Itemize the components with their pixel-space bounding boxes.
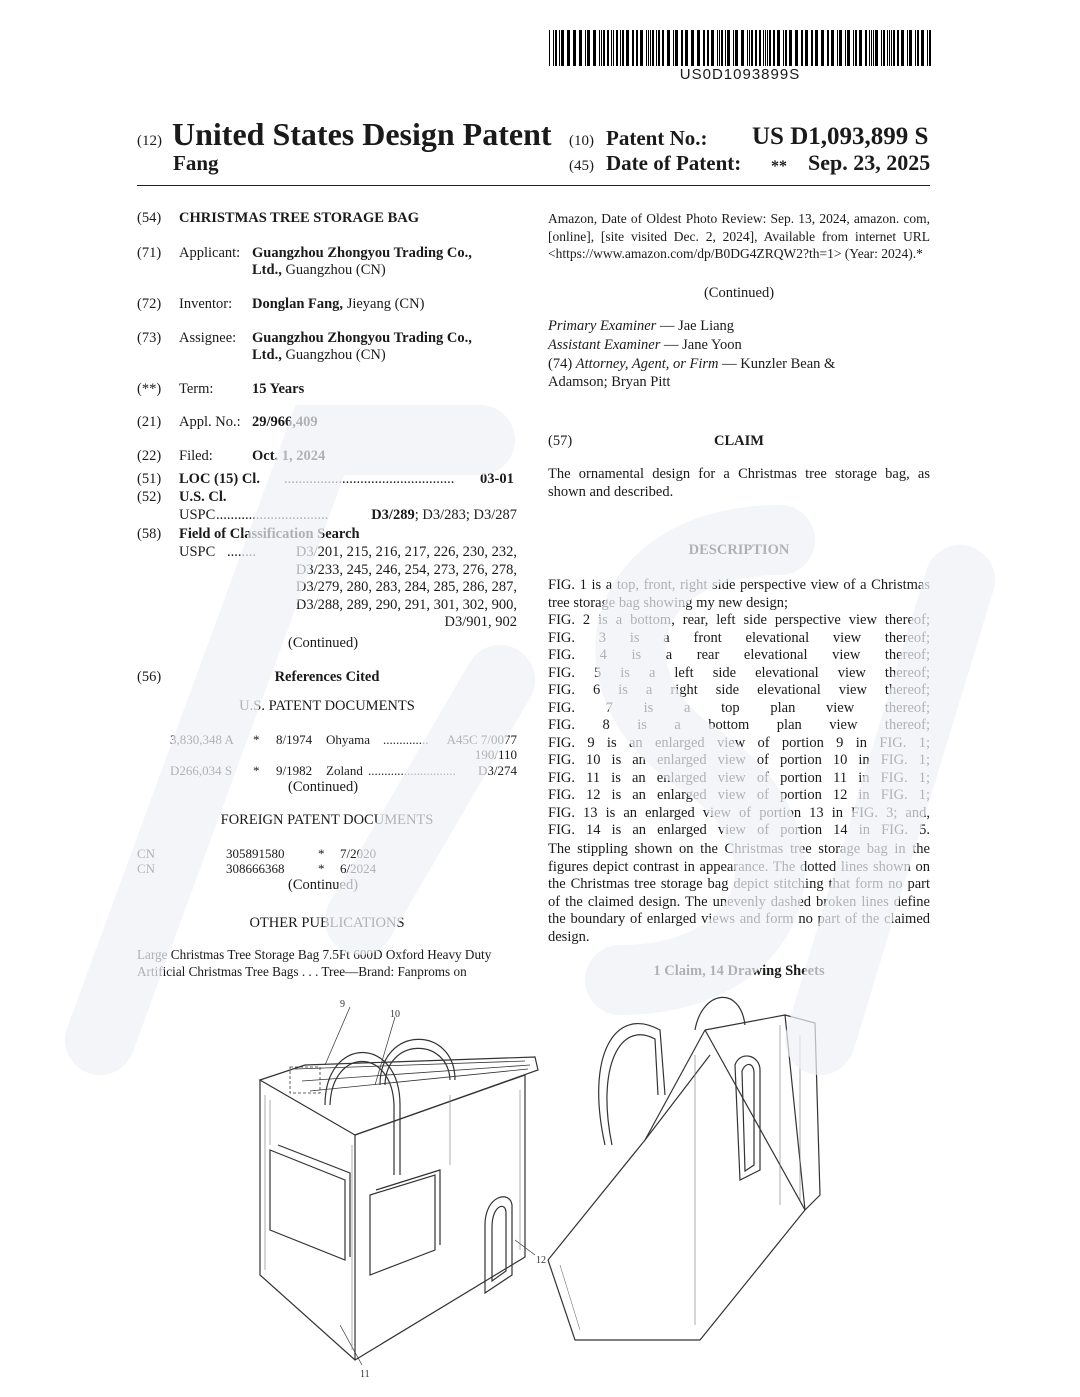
loc-code: (51) xyxy=(137,471,162,487)
barcode-bar xyxy=(636,30,638,66)
date-code: (45) xyxy=(569,158,594,174)
us-doc-number: D266,034 S xyxy=(170,763,233,778)
barcode-bar xyxy=(603,30,605,66)
us-patent-docs-heading: U.S. PATENT DOCUMENTS xyxy=(239,698,415,714)
field-uspc-dots: ........ xyxy=(227,544,256,560)
barcode-bar xyxy=(667,30,670,66)
appl-label: Appl. No.: xyxy=(179,414,241,430)
barcode-bar xyxy=(891,30,892,66)
us-docs-continued: (Continued) xyxy=(288,779,359,795)
patent-no-label: Patent No.: xyxy=(606,126,708,150)
barcode-bar xyxy=(626,30,629,66)
foreign-doc-star: * xyxy=(318,846,325,861)
date-of-patent: Sep. 23, 2025 xyxy=(808,150,931,175)
barcode-bar xyxy=(662,30,664,66)
appl-number: 29/966,409 xyxy=(252,414,318,430)
barcode-bar xyxy=(681,30,683,66)
figure-list xyxy=(548,577,930,840)
references-code: (56) xyxy=(137,669,162,685)
field-class-line: D3/201, 215, 216, 217, 226, 230, 232, xyxy=(295,544,517,560)
barcode-bar xyxy=(697,30,700,66)
assistant-examiner: Assistant Examiner — Jane Yoon xyxy=(548,337,742,353)
figure-description: FIG. 11 is an enlarged view of portion 11 in FIG. 1; xyxy=(548,769,930,786)
barcode-bar xyxy=(719,30,720,66)
barcode-bar xyxy=(613,30,614,66)
barcode-bar xyxy=(721,30,723,66)
field-label: Field of Classification Search xyxy=(179,526,360,542)
barcode-bar xyxy=(711,30,714,66)
doc-type-title: United States Design Patent xyxy=(172,116,552,152)
barcode-number: US0D1093899S xyxy=(679,66,801,83)
barcode-bar xyxy=(673,30,674,66)
field-class-line: D3/901, 902 xyxy=(444,614,517,630)
us-doc-date: 8/1974 xyxy=(276,732,313,747)
patent-no-code: (10) xyxy=(569,133,594,149)
barcode-bar xyxy=(658,30,660,66)
barcode-bar xyxy=(763,30,764,66)
other-publication-continued: Amazon, Date of Oldest Photo Review: Sep. 13, 2024, amazon. com, [online], [site visited Dec. 2, 2024], Available from internet URL <https://www.amazon.com/dp/B0DG4ZRQW2?th=1> (Year: 2024).* xyxy=(548,211,930,261)
barcode-bar xyxy=(675,30,678,66)
us-doc-name: Zoland xyxy=(326,763,363,778)
claim-code: (57) xyxy=(548,433,573,449)
barcode-bar xyxy=(789,30,792,66)
patent-drawing xyxy=(240,995,920,1385)
attorney-line2: Adamson; Bryan Pitt xyxy=(548,374,671,390)
barcode-bar xyxy=(611,30,612,66)
figure-description: FIG. 2 is a bottom, rear, left side perspective view thereof; xyxy=(548,612,930,628)
references-heading: References Cited xyxy=(274,669,380,685)
barcode-bar xyxy=(929,30,931,66)
us-doc-star: * xyxy=(253,763,260,778)
claim-heading: CLAIM xyxy=(714,433,764,449)
barcode-bar xyxy=(847,30,850,66)
barcode-bar xyxy=(616,30,618,66)
barcode-bar xyxy=(599,30,600,66)
barcode-bar xyxy=(632,30,634,66)
field-continued: (Continued) xyxy=(288,635,359,651)
uscl-label: U.S. Cl. xyxy=(179,489,227,505)
barcode-bar xyxy=(747,30,748,66)
barcode-bar xyxy=(765,30,766,66)
inventor-surname: Fang xyxy=(173,151,219,175)
callout-10: 10 xyxy=(390,1009,400,1020)
callout-9: 9 xyxy=(340,999,345,1010)
doc-kind-code: (12) xyxy=(137,133,162,149)
foreign-doc-date: 6/2024 xyxy=(340,861,377,876)
applicant-code: (71) xyxy=(137,245,162,261)
inventor-label: Inventor: xyxy=(179,296,233,312)
barcode-bar xyxy=(815,30,818,66)
barcode-bar xyxy=(837,30,838,66)
date-label: Date of Patent: xyxy=(606,151,742,175)
foreign-doc-star: * xyxy=(318,861,325,876)
barcode-bar xyxy=(741,30,744,66)
barcode-bar xyxy=(735,30,738,66)
barcode-bar xyxy=(839,30,842,66)
assignee-name-line2: Ltd., Guangzhou (CN) xyxy=(252,347,386,363)
barcode-bar xyxy=(915,30,916,66)
figure-description: FIG. 6 is a right side elevational view thereof; xyxy=(548,682,930,698)
barcode-bar xyxy=(607,30,609,66)
barcode-bar xyxy=(725,30,726,66)
barcode-bar xyxy=(805,30,808,66)
barcode-bar xyxy=(587,30,590,66)
us-doc-class: A45C 7/0077 xyxy=(446,732,517,747)
barcode-bar xyxy=(755,30,757,66)
barcode-bar xyxy=(579,30,582,66)
barcode-bar xyxy=(921,30,924,66)
assignee-name: Guangzhou Zhongyou Trading Co., xyxy=(252,330,472,346)
barcode xyxy=(549,30,931,66)
us-doc-name: Ohyama xyxy=(326,732,371,747)
barcode-bar xyxy=(648,30,649,66)
barcode-bar xyxy=(622,30,624,66)
applicant-name-line2: Ltd., Guangzhou (CN) xyxy=(252,262,386,278)
uscl-code: (52) xyxy=(137,489,162,505)
foreign-doc-country: CN xyxy=(137,861,156,876)
title-code: (54) xyxy=(137,210,162,226)
us-doc-class: D3/274 xyxy=(478,763,517,778)
inventor-name: Donglan Fang, Jieyang (CN) xyxy=(252,296,425,312)
barcode-bar xyxy=(893,30,895,66)
foreign-docs-heading: FOREIGN PATENT DOCUMENTS xyxy=(220,812,434,828)
uspc-label: USPC xyxy=(179,507,216,523)
header-rule xyxy=(137,185,930,186)
term-label: Term: xyxy=(179,381,214,397)
barcode-bar xyxy=(871,30,872,66)
primary-examiner: Primary Examiner — Jae Liang xyxy=(548,318,735,334)
figure-description: FIG. 5 is a left side elevational view thereof; xyxy=(548,664,930,681)
assignee-code: (73) xyxy=(137,330,162,346)
us-doc-dots: ........................... xyxy=(368,763,456,778)
term-value: 15 Years xyxy=(252,381,305,397)
barcode-bar xyxy=(553,30,554,66)
term-code: (**) xyxy=(137,381,162,397)
barcode-bar xyxy=(751,30,753,66)
right-continued: (Continued) xyxy=(703,285,775,301)
other-publication-line: Artificial Christmas Tree Bags . . . Tree—Brand: Fanproms on xyxy=(137,964,467,979)
field-classes xyxy=(260,544,517,632)
barcode-bar xyxy=(831,30,834,66)
figure-description: FIG. 10 is an enlarged view of portion 10 in FIG. 1; xyxy=(548,752,930,768)
barcode-bar xyxy=(901,30,904,66)
foreign-doc-number: 308666368 xyxy=(226,861,285,876)
loc-value: 03-01 xyxy=(480,471,514,487)
barcode-bar xyxy=(601,30,602,66)
foreign-docs-continued: (Continued) xyxy=(288,877,359,893)
description-heading: DESCRIPTION xyxy=(688,542,790,558)
fig1-bag xyxy=(260,1007,538,1365)
barcode-bar xyxy=(873,30,874,66)
loc-dots: ............................................... xyxy=(284,471,455,487)
barcode-bar xyxy=(620,30,621,66)
barcode-bar xyxy=(927,30,928,66)
other-publication-line: Large Christmas Tree Storage Bag 7.5Ft 600D Oxford Heavy Duty xyxy=(137,947,492,962)
us-doc-star: * xyxy=(253,732,260,747)
field-code: (58) xyxy=(137,526,162,542)
applicant-label: Applicant: xyxy=(179,245,241,261)
barcode-bar xyxy=(567,30,570,66)
us-doc-date: 9/1982 xyxy=(276,763,313,778)
callout-12: 12 xyxy=(536,1255,546,1266)
barcode-bar xyxy=(573,30,576,66)
foreign-doc-number: 305891580 xyxy=(226,846,285,861)
barcode-bar xyxy=(853,30,854,66)
barcode-bar xyxy=(845,30,846,66)
figure-description: FIG. 9 is an enlarged view of portion 9 in FIG. 1; xyxy=(548,734,930,751)
invention-title: CHRISTMAS TREE STORAGE BAG xyxy=(179,210,419,226)
filed-label: Filed: xyxy=(179,448,213,464)
barcode-bar xyxy=(685,30,688,66)
figure-description: FIG. 14 is an enlarged view of portion 14 in FIG. 5. xyxy=(548,822,930,838)
barcode-bar xyxy=(559,30,560,66)
us-doc-dots: .............. xyxy=(383,732,429,747)
loc-label: LOC (15) Cl. xyxy=(179,471,260,487)
barcode-bar xyxy=(887,30,888,66)
barcode-bar xyxy=(801,30,803,66)
barcode-bar xyxy=(859,30,862,66)
barcode-bar xyxy=(640,30,643,66)
field-class-line: D3/279, 280, 283, 284, 285, 286, 287, xyxy=(295,579,517,595)
barcode-bar xyxy=(646,30,647,66)
callout-11: 11 xyxy=(360,1369,370,1380)
claim-text: The ornamental design for a Christmas tree storage bag, as shown and described. xyxy=(548,466,930,500)
barcode-bar xyxy=(821,30,824,66)
barcode-bar xyxy=(865,30,867,66)
barcode-bar xyxy=(917,30,919,66)
field-class-line: D3/233, 245, 246, 254, 273, 276, 278, xyxy=(295,561,517,578)
other-publications-heading: OTHER PUBLICATIONS xyxy=(249,915,405,931)
barcode-bar xyxy=(881,30,882,66)
fig1-stippling xyxy=(265,1090,520,1350)
figure-description: FIG. 3 is a front elevational view thereof; xyxy=(548,629,930,646)
fig1-callouts xyxy=(340,999,546,1380)
claims-sheets-summary: 1 Claim, 14 Drawing Sheets xyxy=(653,963,825,979)
barcode-bar xyxy=(777,30,780,66)
barcode-bar xyxy=(650,30,651,66)
field-uspc-label: USPC xyxy=(179,544,216,560)
filed-date: Oct. 1, 2024 xyxy=(252,448,326,464)
barcode-bar xyxy=(897,30,899,66)
barcode-bar xyxy=(855,30,857,66)
barcode-bar xyxy=(733,30,734,66)
figure-description: FIG. 7 is a top plan view thereof; xyxy=(548,699,930,716)
foreign-doc-country: CN xyxy=(137,846,156,861)
figure-description: FIG. 8 is a bottom plan view thereof; xyxy=(548,717,930,733)
barcode-bar xyxy=(889,30,890,66)
barcode-bar xyxy=(909,30,912,66)
barcode-bar xyxy=(593,30,596,66)
barcode-bar xyxy=(727,30,730,66)
barcode-bar xyxy=(652,30,654,66)
barcode-bar xyxy=(691,30,694,66)
barcode-bar xyxy=(783,30,784,66)
applicant-name: Guangzhou Zhongyou Trading Co., xyxy=(252,245,472,261)
fig2-bag xyxy=(548,997,820,1340)
barcode-bar xyxy=(707,30,709,66)
uspc-dots: ............................... xyxy=(216,507,329,523)
attorney: (74) Attorney, Agent, or Firm — Kunzler Bean & xyxy=(548,356,836,372)
barcode-bar xyxy=(717,30,718,66)
field-class-line: D3/288, 289, 290, 291, 301, 302, 900, xyxy=(295,596,517,613)
barcode-bar xyxy=(549,30,550,66)
barcode-bar xyxy=(785,30,787,66)
date-marker: ** xyxy=(771,158,787,175)
barcode-bar xyxy=(703,30,705,66)
barcode-bar xyxy=(875,30,878,66)
barcode-bar xyxy=(656,30,657,66)
figure-description: FIG. 4 is a rear elevational view thereof; xyxy=(548,647,930,663)
uspc-classes: D3/289; D3/283; D3/287 xyxy=(371,507,517,523)
barcode-bar xyxy=(811,30,813,66)
figure-description: FIG. 1 is a top, front, right side perspective view of a Christmas tree storage bag showing my new design; xyxy=(548,577,930,611)
barcode-bar xyxy=(907,30,908,66)
barcode-bar xyxy=(749,30,750,66)
barcode-bar xyxy=(769,30,771,66)
filed-code: (22) xyxy=(137,448,162,464)
barcode-bar xyxy=(767,30,768,66)
stippling-statement: The stippling shown on the Christmas tree storage bag in the figures depict contrast in appearance. The dotted lines shown on the Christmas tree storage bag depict stitching that form no part of the claimed design. The unevenly dashed broken lines define the boundary of enlarged views and form no part of the claimed design. xyxy=(548,841,930,945)
appl-code: (21) xyxy=(137,414,162,430)
barcode-bar xyxy=(555,30,557,66)
patent-number: US D1,093,899 S xyxy=(752,123,929,150)
fig2-stippling xyxy=(560,1025,800,1330)
barcode-bar xyxy=(869,30,870,66)
barcode-bar xyxy=(795,30,798,66)
barcode-bar xyxy=(827,30,829,66)
barcode-bar xyxy=(773,30,775,66)
barcode-bar xyxy=(561,30,564,66)
barcode-bar xyxy=(759,30,761,66)
barcode-bar xyxy=(883,30,885,66)
figure-description: FIG. 13 is an enlarged view of portion 13 in FIG. 3; and, xyxy=(548,804,930,821)
figure-description: FIG. 12 is an enlarged view of portion 12 in FIG. 1; xyxy=(548,787,930,803)
us-doc-number: 3,830,348 A xyxy=(170,732,234,747)
us-doc-class-2: 190/110 xyxy=(474,747,517,762)
foreign-doc-date: 7/2020 xyxy=(340,846,377,861)
inventor-code: (72) xyxy=(137,296,162,312)
barcode-bar xyxy=(585,30,586,66)
assignee-label: Assignee: xyxy=(179,330,237,346)
